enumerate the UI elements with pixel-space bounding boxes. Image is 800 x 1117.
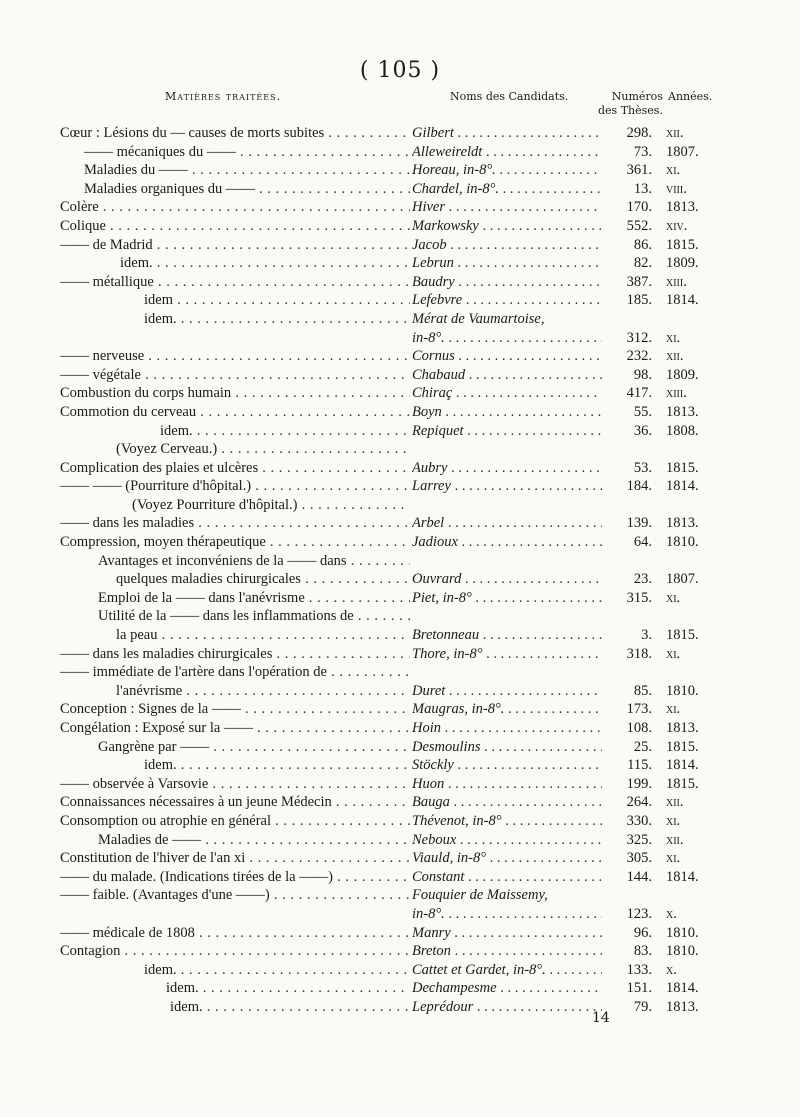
index-year: x. (666, 961, 677, 978)
index-thesis-number: 318. (626, 645, 652, 662)
index-subject: Constitution de l'hiver de l'an xi . . . (60, 849, 410, 868)
index-row (60, 886, 720, 905)
index-thesis-number: 173. (626, 701, 652, 718)
index-row (60, 756, 720, 775)
index-candidate: Cornus . . . (412, 347, 602, 366)
index-thesis-number: 83. (633, 943, 652, 960)
index-candidate: Thore, in-8° . . . (412, 645, 602, 664)
index-year: 1809. (666, 366, 699, 383)
index-year: 1814. (666, 757, 699, 774)
index-subject: —— métallique . . . (60, 273, 410, 292)
index-subject: Combustion du corps humain . . . (60, 384, 410, 403)
index-year: xi. (666, 701, 681, 718)
index-thesis-number: 96. (633, 924, 652, 941)
index-row (60, 477, 720, 496)
index-candidate: Breton . . . (412, 942, 602, 961)
index-subject (60, 329, 410, 348)
index-subject: —— faible. (Avantages d'une ——) . . . (60, 886, 410, 905)
index-subject: —— du malade. (Indications tirées de la ——) . . . (60, 868, 410, 887)
index-thesis-number: 170. (626, 199, 652, 216)
index-row (60, 533, 720, 552)
index-candidate: Ouvrard . . . (412, 570, 602, 589)
index-year: viii. (666, 180, 687, 197)
index-subject: Compression, moyen thérapeutique . . . (60, 533, 410, 552)
index-thesis-number: 86. (633, 236, 652, 253)
index-thesis-number: 36. (633, 422, 652, 439)
index-subject: Gangrène par —— . . . (98, 738, 410, 757)
index-subject: Commotion du cerveau . . . (60, 403, 410, 422)
index-subject: Maladies de —— . . . (98, 831, 410, 850)
index-thesis-number: 53. (633, 459, 652, 476)
index-subject: idem . . . (144, 291, 410, 310)
index-candidate: Gilbert . . . (412, 124, 602, 143)
index-thesis-number: 552. (626, 217, 652, 234)
index-thesis-number: 82. (633, 255, 652, 272)
index-row (60, 291, 720, 310)
index-thesis-number: 199. (626, 775, 652, 792)
index-year: 1815. (666, 236, 699, 253)
index-subject: —— observée à Varsovie . . . (60, 775, 410, 794)
index-candidate: Constant . . . (412, 868, 602, 887)
index-subject: quelques maladies chirurgicales . . . (116, 570, 410, 589)
index-subject: Emploi de la —— dans l'anévrisme . . . (98, 589, 410, 608)
index-year: 1814. (666, 478, 699, 495)
index-thesis-number: 312. (626, 329, 652, 346)
index-row (60, 236, 720, 255)
index-row (60, 700, 720, 719)
index-year: 1810. (666, 534, 699, 551)
index-thesis-number: 330. (626, 812, 652, 829)
index-subject: Utilité de la —— dans les inflammations de . . . (98, 607, 410, 626)
index-thesis-number: 25. (633, 738, 652, 755)
index-year: 1807. (666, 571, 699, 588)
index-candidate: Leprédour . . . (412, 998, 602, 1017)
index-thesis-number: 315. (626, 589, 652, 606)
index-subject: Congélation : Exposé sur la —— . . . (60, 719, 410, 738)
index-row (60, 979, 720, 998)
index-row (60, 329, 720, 348)
index-year: xii. (666, 348, 684, 365)
index-subject: —— nerveuse . . . (60, 347, 410, 366)
index-subject: —— végétale . . . (60, 366, 410, 385)
index-row (60, 663, 720, 682)
index-year: xiii. (666, 273, 687, 290)
index-year: 1810. (666, 924, 699, 941)
header-matieres: Matières traitées. (165, 90, 282, 103)
index-candidate: Aubry . . . (412, 459, 602, 478)
index-subject: Colique . . . (60, 217, 410, 236)
index-year: 1813. (666, 720, 699, 736)
index-subject: Complication des plaies et ulcères . . . (60, 459, 410, 478)
index-subject: l'anévrisme . . . (116, 682, 410, 701)
index-row (60, 719, 720, 738)
index-thesis-number: 55. (633, 403, 652, 420)
index-subject: Maladies du —— . . . (84, 161, 410, 180)
index-candidate: Lebrun . . . (412, 254, 602, 273)
index-year: xi. (666, 589, 681, 606)
header-annees: Années. (668, 90, 713, 103)
index-candidate: Alleweireldt . . . (412, 143, 602, 162)
index-year: 1815. (666, 775, 699, 792)
index-row (60, 831, 720, 850)
index-candidate: Desmoulins . . . (412, 738, 602, 757)
index-year: xi. (666, 850, 681, 867)
index-candidate (412, 496, 602, 515)
index-year: xi. (666, 812, 681, 829)
index-candidate: Manry . . . (412, 924, 602, 943)
index-candidate: Bretonneau . . . (412, 626, 602, 645)
index-thesis-number: 361. (626, 162, 652, 179)
index-row (60, 124, 720, 143)
index-candidate: Huon . . . (412, 775, 602, 794)
index-subject: idem. . . . (170, 998, 410, 1017)
index-subject: (Voyez Pourriture d'hôpital.) . . . (132, 496, 410, 515)
index-candidate: Viauld, in-8° . . . (412, 849, 602, 868)
index-row (60, 496, 720, 515)
index-subject: Consomption ou atrophie en général . . . (60, 812, 410, 831)
index-table (60, 124, 720, 1017)
index-thesis-number: 184. (626, 478, 652, 495)
index-candidate (412, 663, 602, 682)
index-year: 1807. (666, 143, 699, 160)
index-thesis-number: 387. (626, 273, 652, 290)
index-subject (60, 905, 410, 924)
index-subject: (Voyez Cerveau.) . . . (116, 440, 410, 459)
index-thesis-number: 185. (626, 292, 652, 309)
index-row (60, 198, 720, 217)
index-candidate: Jacob . . . (412, 236, 602, 255)
index-year: xii. (666, 794, 684, 811)
index-subject: —— mécaniques du —— . . . (84, 143, 410, 162)
index-candidate: Thévenot, in-8° . . . (412, 812, 602, 831)
index-candidate (412, 552, 602, 571)
index-subject: Maladies organiques du —— . . . (84, 180, 410, 199)
index-year: xii. (666, 831, 684, 848)
index-thesis-number: 108. (626, 720, 652, 736)
index-year: 1813. (666, 998, 699, 1015)
index-row (60, 459, 720, 478)
index-year: 1814. (666, 980, 699, 997)
index-candidate: Jadioux . . . (412, 533, 602, 552)
index-candidate (412, 607, 602, 626)
index-row (60, 607, 720, 626)
index-thesis-number: 264. (626, 794, 652, 811)
index-candidate: Neboux . . . (412, 831, 602, 850)
index-row (60, 384, 720, 403)
index-thesis-number: 232. (626, 348, 652, 365)
index-candidate: Fouquier de Maissemy, (412, 887, 548, 904)
index-candidate: Chabaud . . . (412, 366, 602, 385)
index-subject: —— dans les maladies chirurgicales . . . (60, 645, 410, 664)
index-thesis-number: 79. (633, 998, 652, 1015)
index-row (60, 775, 720, 794)
index-candidate: Larrey . . . (412, 477, 602, 496)
index-candidate: Chiraç . . . (412, 384, 602, 403)
index-year: 1809. (666, 255, 699, 272)
index-subject: idem. . . . (120, 254, 410, 273)
index-thesis-number: 298. (626, 125, 652, 141)
index-year: 1808. (666, 422, 699, 439)
header-candidats: Noms des Candidats. (450, 90, 569, 103)
index-candidate: Duret . . . (412, 682, 602, 701)
index-year: xiv. (666, 217, 688, 234)
index-row (60, 626, 720, 645)
index-candidate (412, 440, 602, 459)
index-subject: —— dans les maladies . . . (60, 514, 410, 533)
index-subject: idem. . . . (144, 310, 410, 329)
index-subject: —— de Madrid . . . (60, 236, 410, 255)
index-thesis-number: 151. (626, 980, 652, 997)
index-year: xii. (666, 125, 684, 141)
header-numeros (598, 90, 663, 118)
index-candidate: Cattet et Gardet, in-8°. . . . (412, 961, 602, 980)
index-subject: Conception : Signes de la —— . . . (60, 700, 410, 719)
index-thesis-number: 144. (626, 868, 652, 885)
index-row (60, 403, 720, 422)
index-row (60, 998, 720, 1017)
index-row (60, 180, 720, 199)
index-thesis-number: 133. (626, 961, 652, 978)
index-year: 1813. (666, 515, 699, 532)
index-subject: —— médicale de 1808 . . . (60, 924, 410, 943)
index-subject: —— immédiate de l'artère dans l'opération de . . . (60, 663, 410, 682)
index-row (60, 924, 720, 943)
index-row (60, 440, 720, 459)
index-thesis-number: 3. (641, 627, 652, 644)
index-thesis-number: 23. (633, 571, 652, 588)
index-row (60, 161, 720, 180)
index-row (60, 738, 720, 757)
index-thesis-number: 64. (633, 534, 652, 551)
index-row (60, 366, 720, 385)
index-row (60, 143, 720, 162)
index-subject: Colère . . . (60, 198, 410, 217)
index-subject: la peau . . . (116, 626, 410, 645)
index-candidate: Piet, in-8° . . . (412, 589, 602, 608)
index-thesis-number: 139. (626, 515, 652, 532)
index-year: 1813. (666, 199, 699, 216)
index-subject: idem. . . . (144, 756, 410, 775)
index-row (60, 347, 720, 366)
index-subject: Avantages et inconvéniens de la —— dans . . . (98, 552, 410, 571)
index-row (60, 868, 720, 887)
index-candidate: Hiver . . . (412, 198, 602, 217)
index-year: 1815. (666, 459, 699, 476)
index-year: 1810. (666, 682, 699, 699)
index-candidate: Bauga . . . (412, 793, 602, 812)
index-thesis-number: 305. (626, 850, 652, 867)
index-row (60, 254, 720, 273)
page-number: ( 105 ) (359, 58, 441, 83)
index-candidate: Lefebvre . . . (412, 291, 602, 310)
index-year: xi. (666, 162, 681, 179)
index-year: 1813. (666, 403, 699, 420)
index-thesis-number: 85. (633, 682, 652, 699)
index-row (60, 570, 720, 589)
index-subject: Connaissances nécessaires à un jeune Médecin . . . (60, 793, 410, 812)
index-subject: —— —— (Pourriture d'hôpital.) . . . (60, 477, 410, 496)
page-footer: 14 (592, 1010, 610, 1026)
index-candidate: Maugras, in-8°. . . . (412, 700, 602, 719)
index-thesis-number: 325. (626, 831, 652, 848)
index-row (60, 849, 720, 868)
index-candidate: Horeau, in-8°. . . . (412, 161, 602, 180)
header-numeros-label: Numéros (611, 90, 663, 103)
index-thesis-number: 115. (627, 757, 652, 774)
index-year: x. (666, 905, 677, 922)
index-subject: idem. . . . (160, 422, 410, 441)
index-candidate: Arbel . . . (412, 514, 602, 533)
index-row (60, 552, 720, 571)
index-year: 1810. (666, 943, 699, 960)
index-candidate: Boyn . . . (412, 403, 602, 422)
index-row (60, 310, 720, 329)
index-candidate: in-8°. . . . (412, 329, 602, 348)
index-row (60, 589, 720, 608)
index-candidate: Hoin . . . (412, 719, 602, 738)
index-row (60, 273, 720, 292)
index-thesis-number: 13. (633, 180, 652, 197)
index-row (60, 422, 720, 441)
index-thesis-number: 123. (626, 905, 652, 922)
index-candidate: Markowsky . . . (412, 217, 602, 236)
header-theses-label: des Thèses. (598, 104, 663, 117)
index-row (60, 961, 720, 980)
index-year: 1814. (666, 292, 699, 309)
index-year: xiii. (666, 385, 687, 402)
index-candidate: Dechampesme . . . (412, 979, 602, 998)
index-subject: idem. . . . (144, 961, 410, 980)
index-candidate: Baudry . . . (412, 273, 602, 292)
index-year: 1814. (666, 868, 699, 885)
index-row (60, 645, 720, 664)
index-subject: Contagion . . . (60, 942, 410, 961)
index-candidate: in-8°. . . . (412, 905, 602, 924)
index-row (60, 905, 720, 924)
index-row (60, 514, 720, 533)
index-row (60, 942, 720, 961)
index-subject: Cœur : Lésions du — causes de morts subites . . . (60, 124, 410, 143)
index-subject: idem. . . . (166, 979, 410, 998)
index-thesis-number: 73. (633, 143, 652, 160)
index-candidate: Chardel, in-8°. . . . (412, 180, 602, 199)
index-year: 1815. (666, 627, 699, 644)
index-candidate: Stöckly . . . (412, 756, 602, 775)
index-candidate: Mérat de Vaumartoise, (412, 310, 545, 327)
index-thesis-number: 98. (633, 366, 652, 383)
index-thesis-number: 417. (626, 385, 652, 402)
index-row (60, 793, 720, 812)
index-candidate: Repiquet . . . (412, 422, 602, 441)
index-row (60, 812, 720, 831)
index-year: xi. (666, 645, 681, 662)
index-row (60, 217, 720, 236)
index-year: 1815. (666, 738, 699, 755)
index-row (60, 682, 720, 701)
index-year: xi. (666, 329, 681, 346)
